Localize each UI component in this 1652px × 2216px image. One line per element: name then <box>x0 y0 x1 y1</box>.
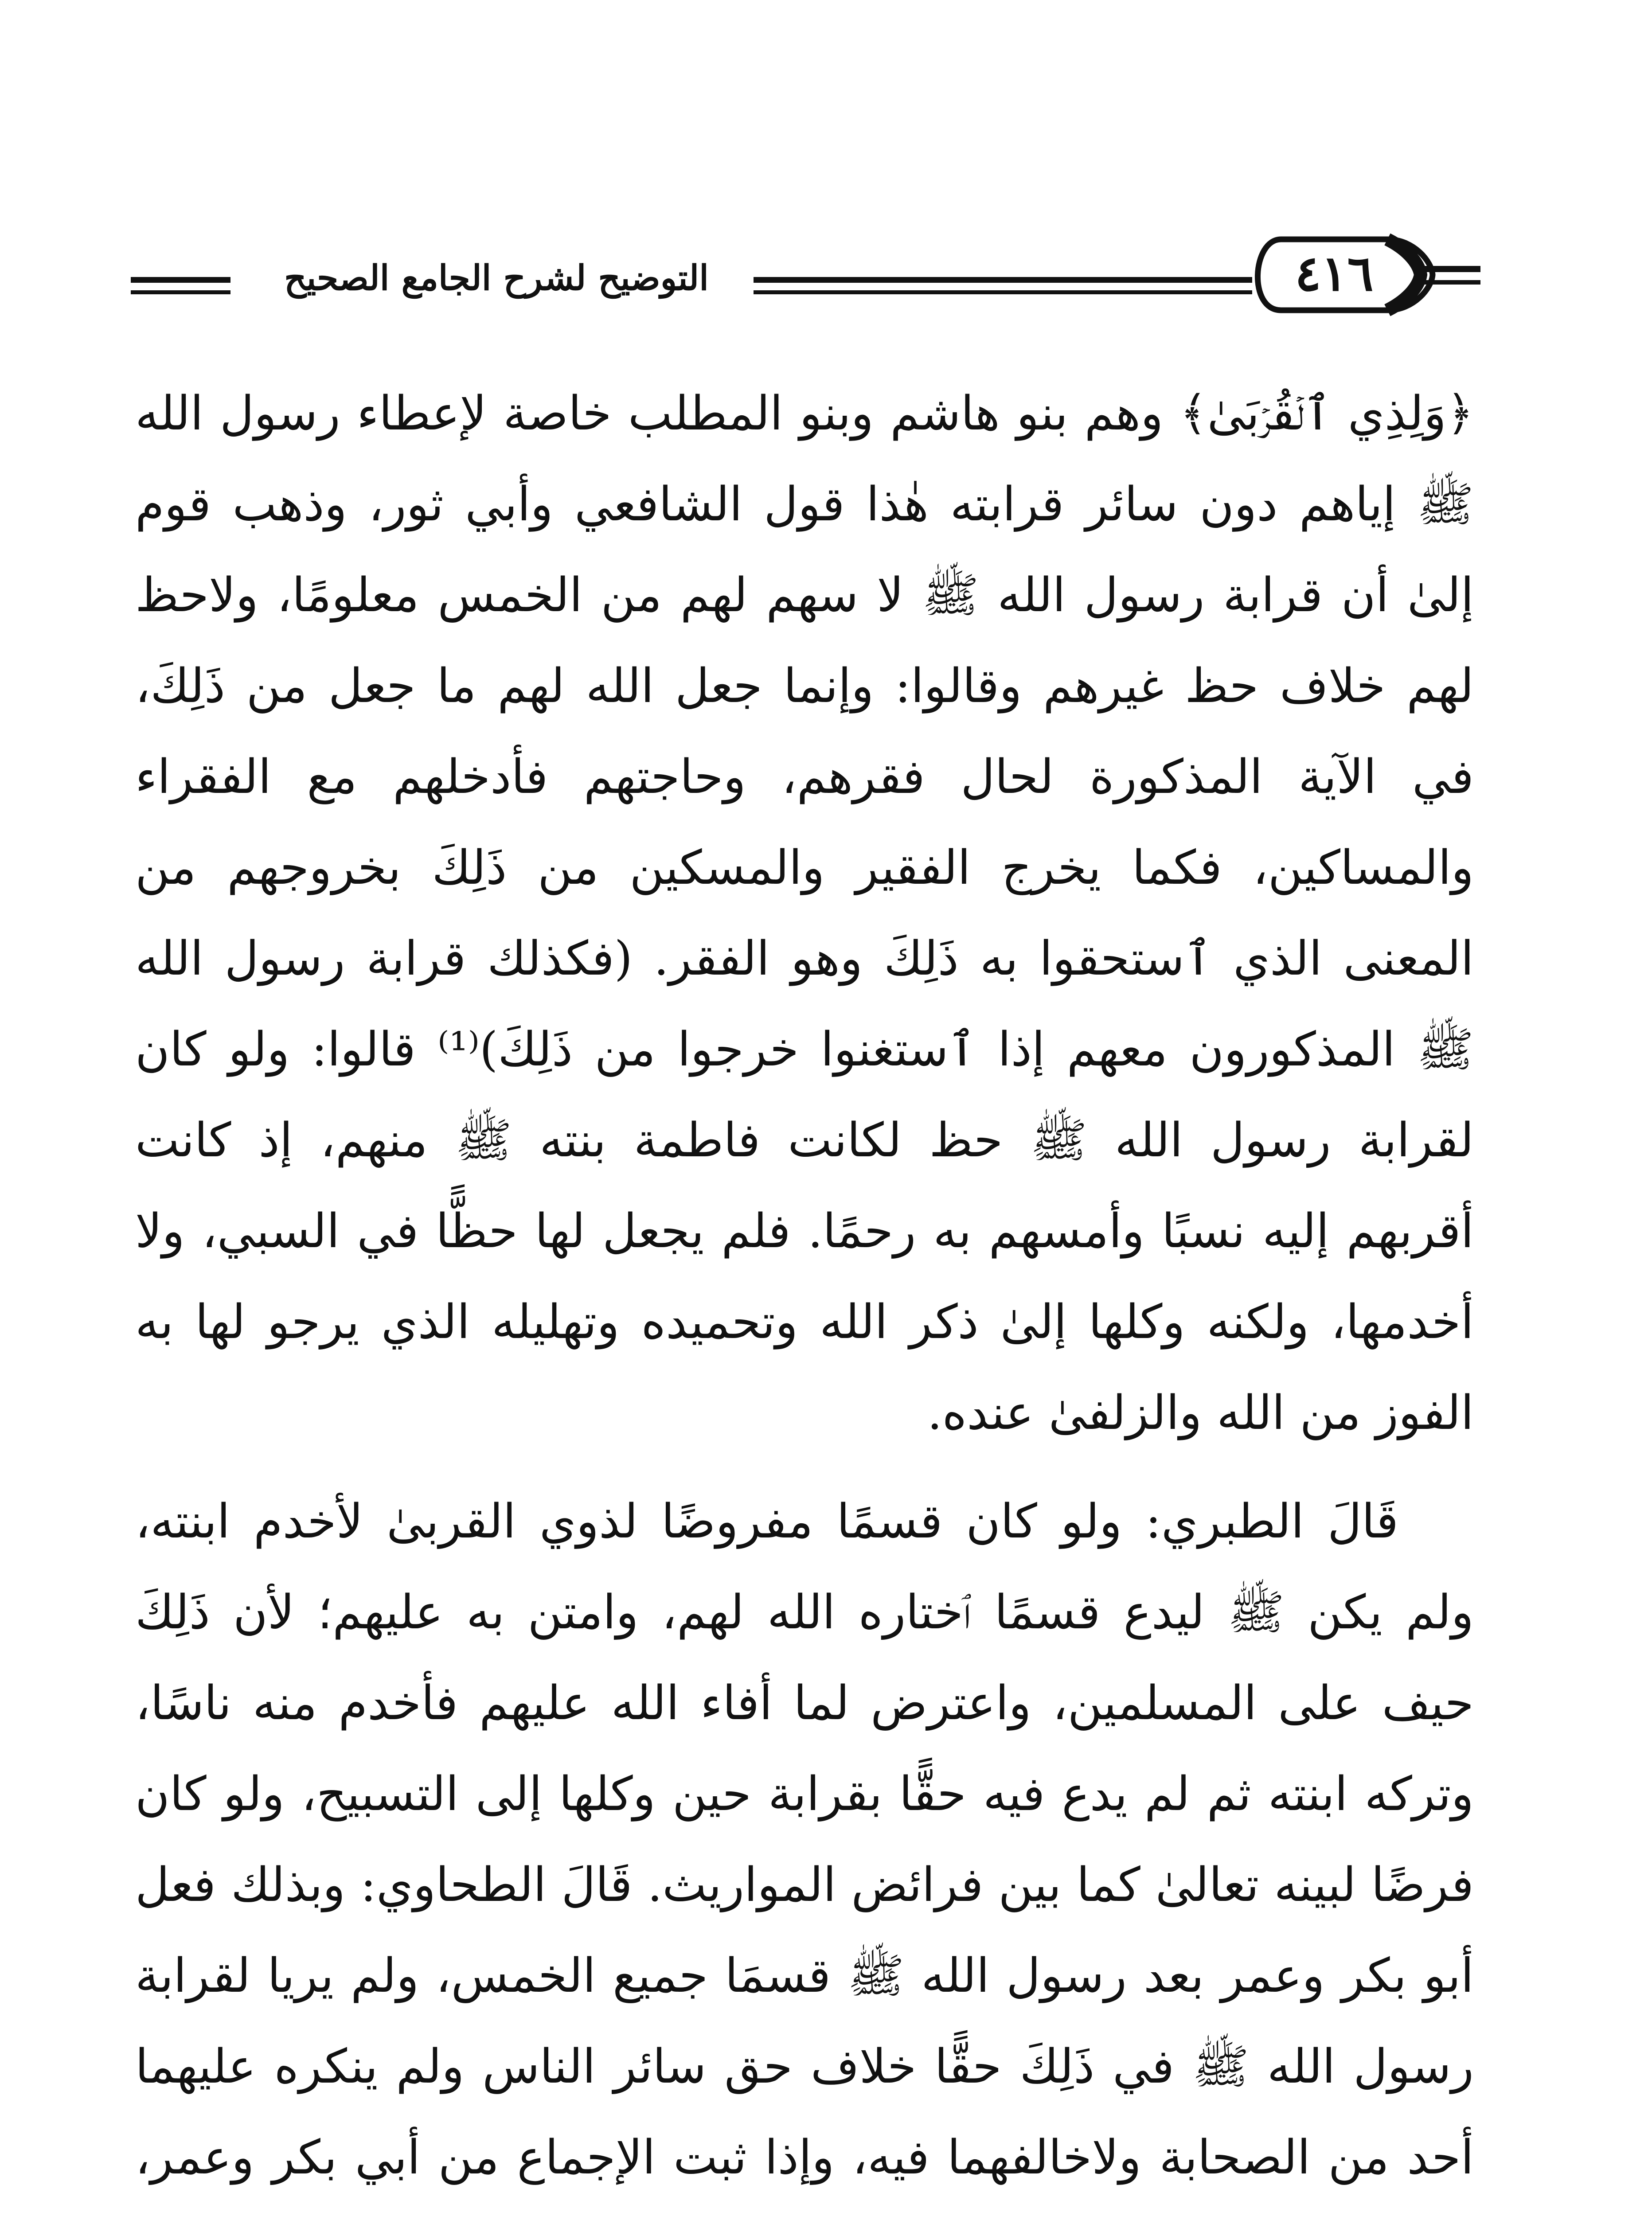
page-number: ٤١٦ <box>1295 245 1374 302</box>
paragraph: قَالَ الطبري: ولو كان قسمًا مفروضًا لذوي القربىٰ لأخدم ابنته، ولم يكن ﷺ ليدع قسمًا ٱختاره الله لهم، وامتن به عليهم؛ لأن ذَلِكَ حيف على المسلمين، واعترض لما أفاء الله عليهم فأخدم منه ناسًا، وتركه ابنته ثم لم يدع فيه حقًّا بقرابة حين وكلها إلى التسبيح، ولو كان فرضًا لبينه تعالىٰ كما بين فرائض المواريث. قَالَ الطحاوي: وبذلك فعل أبو بكر وعمر بعد رسول الله ﷺ قسمَا جميع الخمس، ولم يريا لقرابة رسول الله ﷺ في ذَلِكَ حقًّا خلاف حق سائر الناس ولم ينكره عليهما أحد من الصحابة ولاخالفهما فيه، وإذا ثبت الإجماع من أبي بكر وعمر، <box>135 1494 1474 2185</box>
running-title: التوضيح لشرح الجامع الصحيح <box>284 258 709 298</box>
header-ornament <box>0 0 1652 399</box>
page-header <box>0 0 1652 399</box>
paragraph: ﴿وَلِذِي ٱلۡقُرۡبَىٰ﴾ وهم بنو هاشم وبنو المطلب خاصة لإعطاء رسول الله ﷺ إياهم دون سائر قرابته هٰذا قول الشافعي وأبي ثور، وذهب قوم إلىٰ أن قرابة رسول الله ﷺ لا سهم لهم من الخمس معلومًا، ولاحظ لهم خلاف حظ غيرهم وقالوا: وإنما جعل الله لهم ما جعل من ذَلِكَ، في الآية المذكورة لحال فقرهم، وحاجتهم فأدخلهم مع الفقراء والمساكين، فكما يخرج الفقير والمسكين من ذَلِكَ بخروجهم من المعنى الذي ٱستحقوا به ذَلِكَ وهو الفقر. (فكذلك قرابة رسول الله ﷺ المذكورون معهم إذا ٱستغنوا خرجوا من ذَلِكَ)⁽¹⁾ قالوا: ولو كان لقرابة رسول الله ﷺ حظ لكانت فاطمة بنته ﷺ منهم، إذ كانت أقربهم إليه نسبًا وأمسهم به رحمًا. فلم يجعل لها حظًّا في السبي، ولا أخدمها، ولكنه وكلها إلىٰ ذكر الله وتحميده وتهليله الذي يرجو لها به الفوز من الله والزلفىٰ عنده. <box>135 386 1474 1440</box>
main-text <box>135 368 1474 2216</box>
